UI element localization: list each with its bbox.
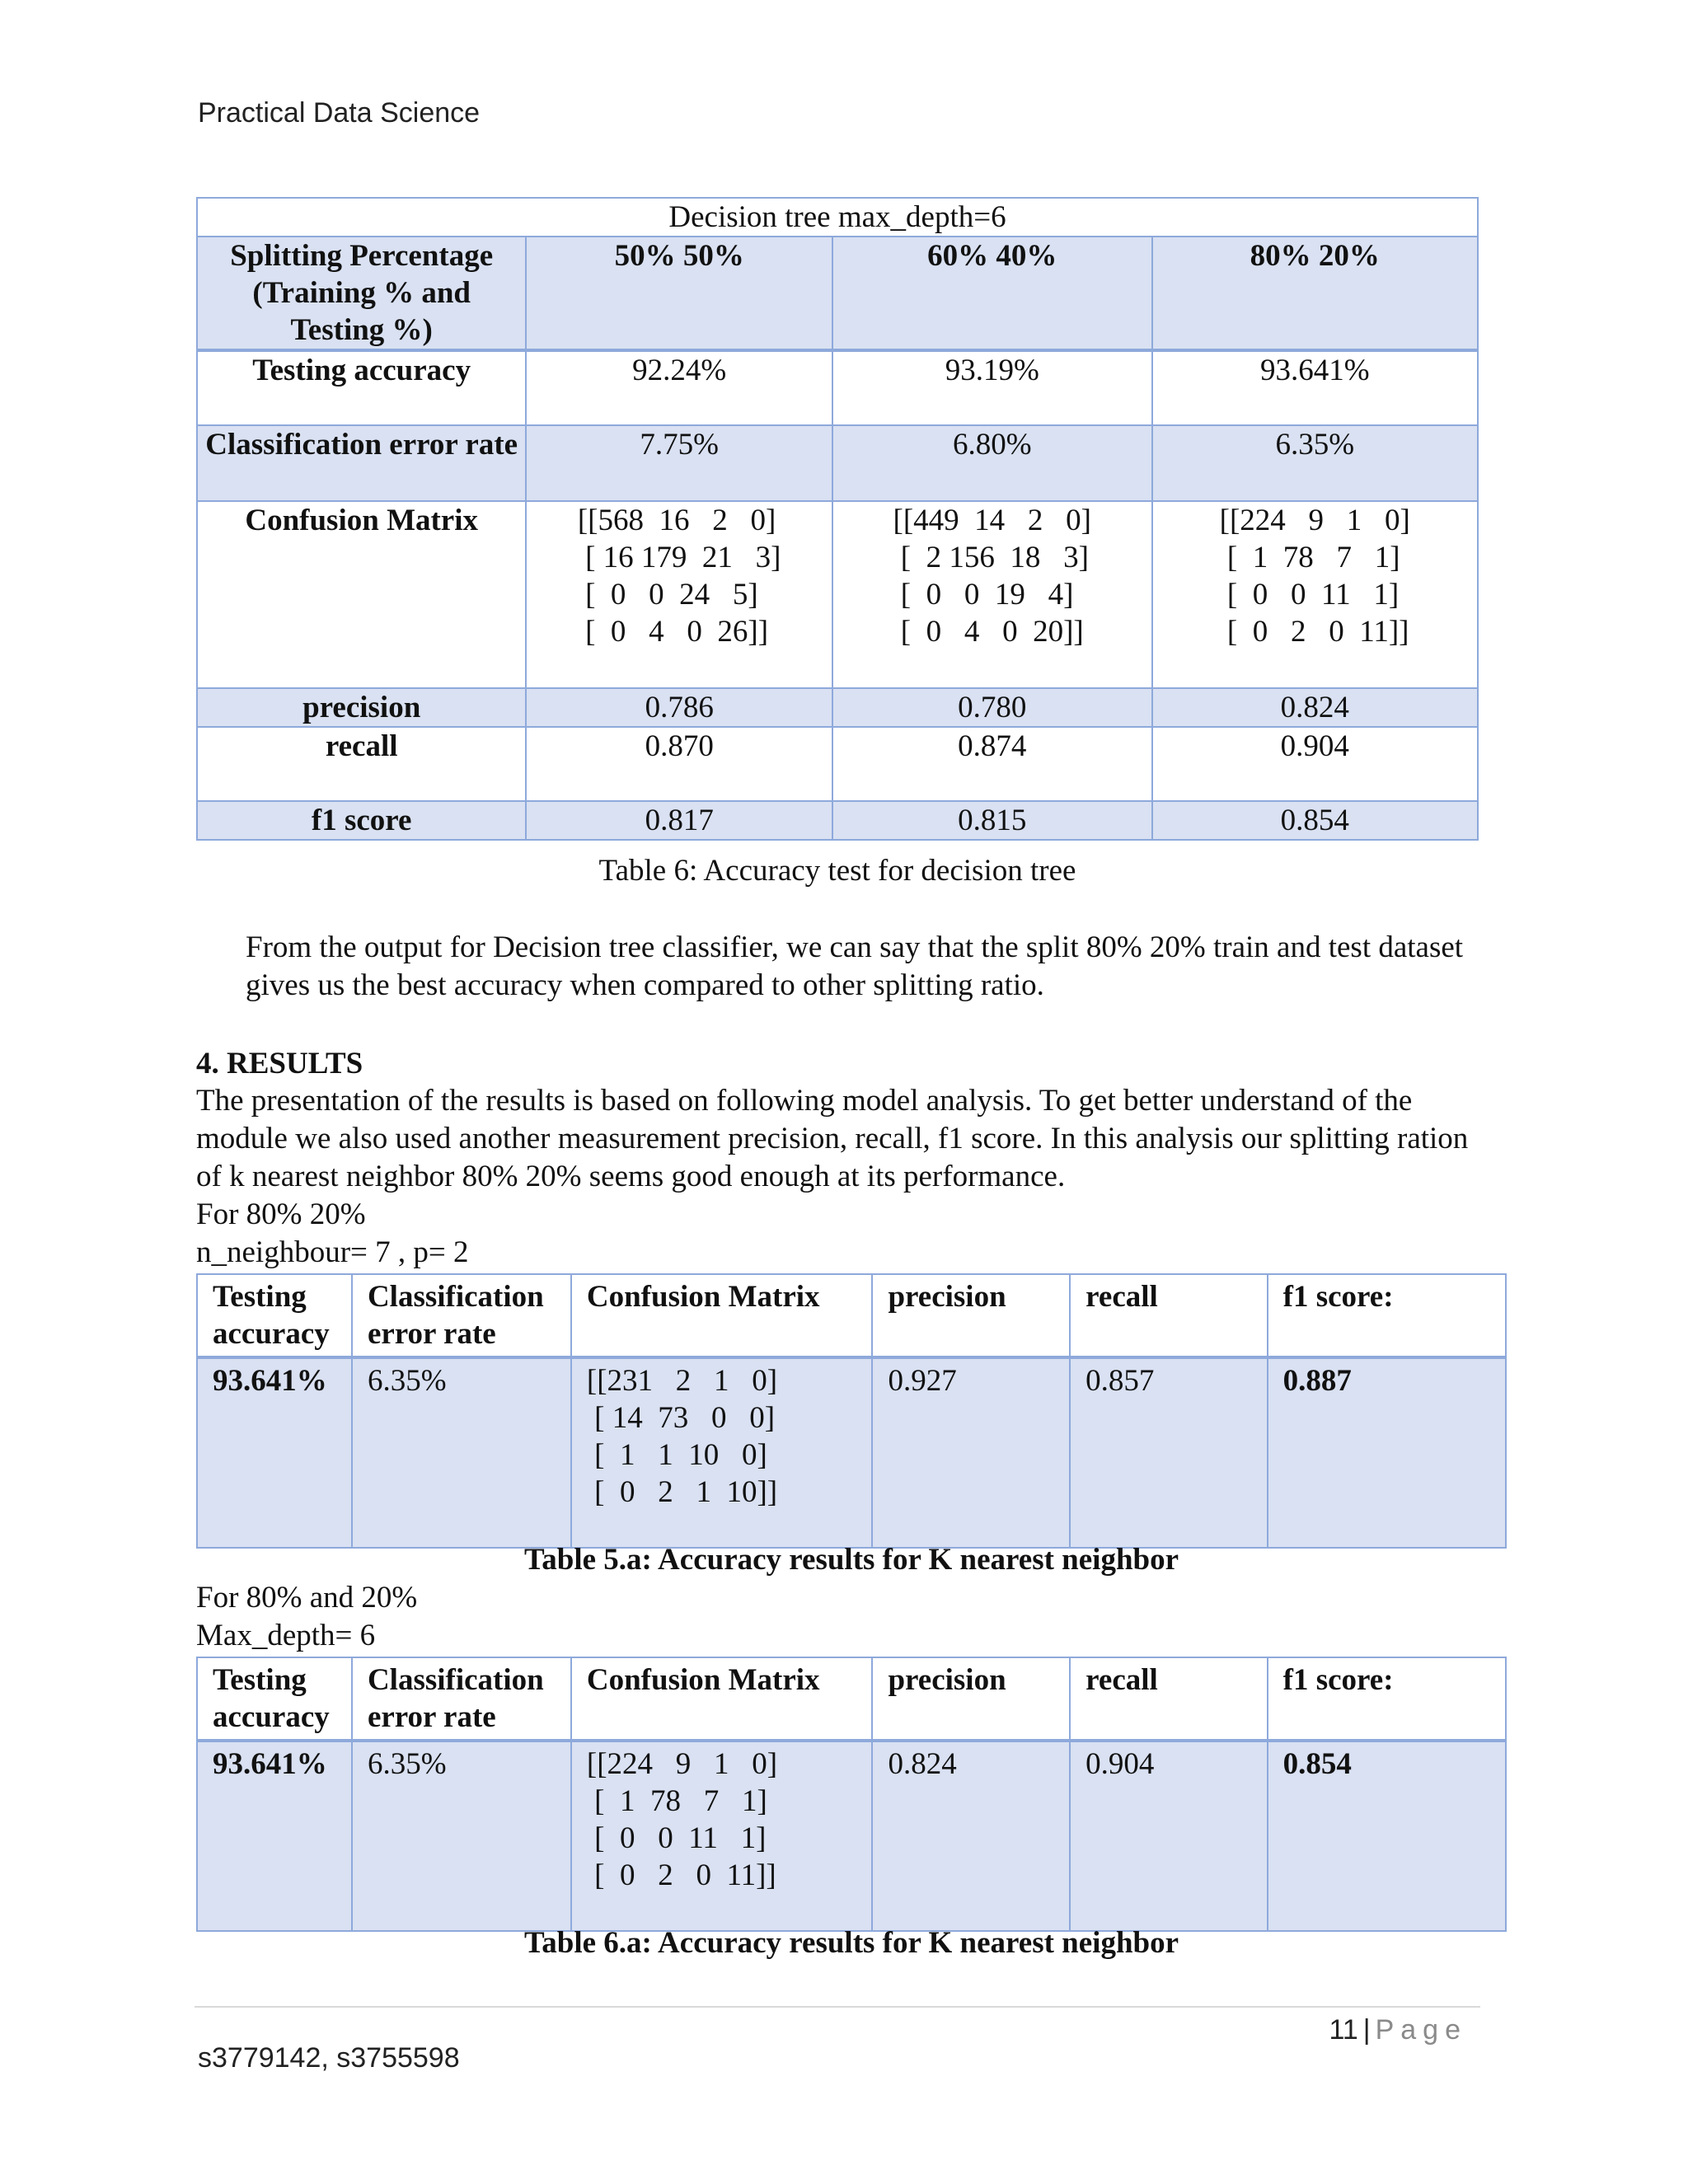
column-header: 50% 50% — [526, 237, 832, 350]
table-cell: 0.780 — [832, 688, 1152, 727]
table-cell: 0.874 — [832, 727, 1152, 801]
page-label: Page — [1375, 2014, 1467, 2046]
table-cell: 0.854 — [1268, 1741, 1506, 1931]
row-label: Confusion Matrix — [197, 501, 526, 688]
column-header: f1 score: — [1268, 1274, 1506, 1357]
table-cell: 93.641% — [197, 1741, 352, 1931]
decision-tree-results-table — [196, 1657, 1507, 1932]
table-caption: Table 5.a: Accuracy results for K nearest neighbor — [523, 1543, 1179, 1577]
table-cell: 0.857 — [1070, 1357, 1267, 1548]
table-cell: 93.641% — [1152, 350, 1479, 425]
table-cell: 7.75% — [526, 425, 832, 501]
column-header: 60% 40% — [832, 237, 1152, 350]
table-cell: 93.19% — [832, 350, 1152, 425]
column-header: Splitting Percentage (Training % and Testing %) — [197, 237, 526, 350]
table-cell: 0.815 — [832, 801, 1152, 840]
row-label: Testing accuracy — [197, 350, 526, 425]
results-text — [196, 1082, 1498, 1272]
row-label: Classification error rate — [197, 425, 526, 501]
column-header: Confusion Matrix — [571, 1274, 873, 1357]
row-label: recall — [197, 727, 526, 801]
column-header: Classification error rate — [352, 1657, 571, 1741]
row-label: f1 score — [197, 801, 526, 840]
table-cell: 0.786 — [526, 688, 832, 727]
confusion-matrix: [[231 2 1 0] [ 14 73 0 0] [ 1 1 10 0] [ 0 2 1 10]] — [586, 1364, 778, 1509]
confusion-matrix: [[449 14 2 0] [ 2 156 18 3] [ 0 0 19 4] [ 0 4 0 20]] — [893, 504, 1091, 649]
table-cell: 6.80% — [832, 425, 1152, 501]
table-cell: 0.870 — [526, 727, 832, 801]
page-number-value: 11 — [1329, 2014, 1358, 2046]
decision-tree-table — [196, 197, 1479, 841]
table-cell: 0.817 — [526, 801, 832, 840]
row-label: precision — [197, 688, 526, 727]
params-label: n_neighbour= 7 , p= 2 — [196, 1235, 469, 1269]
table-cell: 0.887 — [1268, 1357, 1506, 1548]
confusion-matrix: [[224 9 1 0] [ 1 78 7 1] [ 0 0 11 1] [ 0 2 0 11]] — [1219, 504, 1410, 649]
confusion-matrix: [[224 9 1 0] [ 1 78 7 1] [ 0 0 11 1] [ 0 2 0 11]] — [586, 1747, 778, 1892]
column-header: Testing accuracy — [197, 1274, 352, 1357]
running-header: Practical Data Science — [198, 97, 481, 129]
page-number — [1329, 2014, 1467, 2046]
table-cell — [571, 1741, 873, 1931]
column-header: precision — [872, 1274, 1070, 1357]
column-header: Testing accuracy — [197, 1657, 352, 1741]
section-heading: 4. RESULTS — [196, 1047, 363, 1080]
table-cell: 93.641% — [197, 1357, 352, 1548]
split-label: For 80% 20% — [196, 1197, 366, 1231]
student-ids: s3779142, s3755598 — [198, 2042, 460, 2074]
table-cell: 0.904 — [1152, 727, 1479, 801]
table-cell: 6.35% — [352, 1741, 571, 1931]
table-cell: 0.927 — [872, 1357, 1070, 1548]
results-paragraph: The presentation of the results is based on following model analysis. To get better understand of the module we also used another measurement precision, recall, f1 score. In this analysis our splitting ration of k nearest neighbor 80% 20% seems good enough at its performance. — [196, 1084, 1469, 1193]
table-title: Decision tree max_depth=6 — [197, 198, 1478, 237]
table-cell — [832, 501, 1152, 688]
table-cell: 6.35% — [1152, 425, 1479, 501]
table-caption: Table 6: Accuracy test for decision tree — [598, 854, 1076, 888]
table-cell: 92.24% — [526, 350, 832, 425]
column-header: recall — [1070, 1657, 1267, 1741]
page-separator: | — [1362, 2014, 1371, 2046]
table-cell: 0.824 — [1152, 688, 1479, 727]
confusion-matrix: [[568 16 2 0] [ 16 179 21 3] [ 0 0 24 5] [ 0 4 0 26]] — [577, 504, 781, 649]
table-cell: 0.904 — [1070, 1741, 1267, 1931]
column-header: 80% 20% — [1152, 237, 1479, 350]
column-header: precision — [872, 1657, 1070, 1741]
footer-divider — [195, 2006, 1480, 2008]
table-cell — [1152, 501, 1479, 688]
column-header: Confusion Matrix — [571, 1657, 873, 1741]
body-paragraph: From the output for Decision tree classifier, we can say that the split 80% 20% train and test dataset gives us the best accuracy when compared to other splitting ratio. — [246, 930, 1464, 1002]
params-label: Max_depth= 6 — [196, 1619, 376, 1652]
column-header: f1 score: — [1268, 1657, 1506, 1741]
column-header: recall — [1070, 1274, 1267, 1357]
table-cell: 0.854 — [1152, 801, 1479, 840]
knn-results-table — [196, 1273, 1507, 1549]
table-cell — [571, 1357, 873, 1548]
table-cell: 6.35% — [352, 1357, 571, 1548]
table-cell: 0.824 — [872, 1741, 1070, 1931]
split-label: For 80% and 20% — [196, 1581, 418, 1615]
table-caption: Table 6.a: Accuracy results for K nearest neighbor — [523, 1926, 1179, 1960]
table-cell — [526, 501, 832, 688]
column-header: Classification error rate — [352, 1274, 571, 1357]
